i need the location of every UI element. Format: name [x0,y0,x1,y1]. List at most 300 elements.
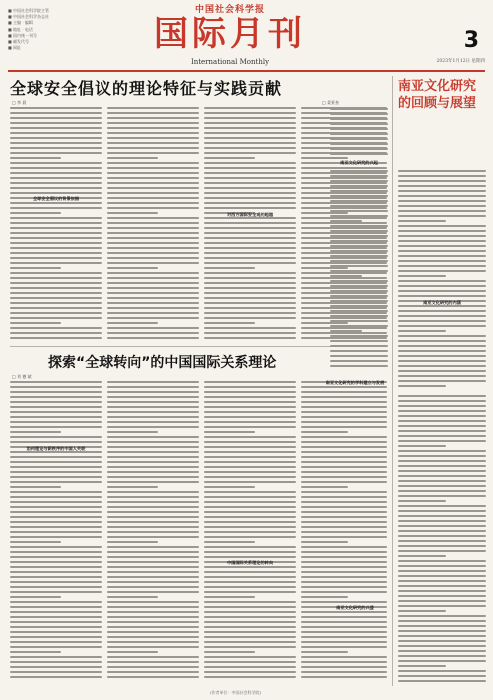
text-line [330,200,388,202]
side-intro [330,108,388,158]
text-line [107,466,199,468]
text-line [398,190,486,192]
text-line [107,551,199,553]
text-line [204,237,296,239]
text-line [398,175,486,177]
text-line [398,665,446,667]
text-line [398,605,486,607]
text-line [10,177,102,179]
text-line [10,571,102,573]
text-line [10,142,102,144]
text-line [204,386,296,388]
text-line [10,621,102,623]
text-line [398,525,486,527]
text-line [398,670,486,672]
text-line [10,386,102,388]
text-line [398,480,486,482]
text-line [10,631,102,633]
text-line [398,240,486,242]
text-line [330,315,388,317]
text-line [301,506,387,508]
text-line [301,611,387,613]
text-line [330,205,388,207]
text-line [10,287,102,289]
text-line [204,481,296,483]
side-column-0 [330,170,388,370]
text-line [107,651,158,653]
text-line [330,175,388,177]
text-line [10,242,102,244]
text-line [10,317,102,319]
text-line [107,187,199,189]
text-line [10,476,102,478]
lead-column-2 [107,107,199,343]
text-line [398,290,486,292]
text-line [204,406,296,408]
text-line [398,510,486,512]
text-line [204,596,255,598]
text-line [398,630,486,632]
text-line [398,440,486,442]
text-line [301,571,387,573]
text-line [107,237,199,239]
text-line [204,242,296,244]
text-line [398,640,486,642]
text-line [398,270,486,272]
text-line [10,426,102,428]
text-line [107,272,199,274]
text-line [107,656,199,658]
text-line [204,272,296,274]
lead-column-1 [10,107,102,343]
text-line [398,610,446,612]
text-line [330,195,388,197]
text-line [10,581,102,583]
text-line [398,650,486,652]
text-line [10,526,102,528]
text-line [330,330,362,332]
text-line [301,531,387,533]
text-line [204,476,296,478]
text-line [204,421,296,423]
text-line [204,202,296,204]
text-line [204,566,296,568]
text-line [204,197,296,199]
text-line [10,401,102,403]
text-line [10,167,102,169]
text-line [204,297,296,299]
text-line [107,312,199,314]
text-line [204,471,296,473]
text-line [398,550,486,552]
text-line [107,641,199,643]
text-line [204,576,296,578]
text-line [107,386,199,388]
text-line [330,225,388,227]
text-line [10,222,102,224]
text-line [107,596,158,598]
second-subhead-1: 如何理论与新秩序的中国人关联 [26,446,86,451]
text-line [301,661,387,663]
second-column-3 [204,381,296,681]
text-line [10,456,102,458]
text-line [10,521,102,523]
text-line [204,172,296,174]
text-line [398,615,486,617]
text-line [10,466,102,468]
text-line [10,262,102,264]
text-line [204,546,296,548]
text-line [107,586,199,588]
text-line [301,426,387,428]
text-line [107,112,199,114]
text-line [107,411,199,413]
text-line [301,551,387,553]
text-line [330,340,388,342]
text-line [204,436,296,438]
text-line [398,285,486,287]
text-line [301,406,387,408]
text-line [10,646,102,648]
text-line [107,227,199,229]
text-line [398,395,486,397]
text-line [107,436,199,438]
text-line [301,636,387,638]
text-line [398,450,486,452]
text-line [301,476,387,478]
text-line [398,200,486,202]
text-line [301,646,387,648]
brand-english: International Monthly [190,58,270,66]
text-line [398,565,486,567]
text-line [10,491,102,493]
text-line [10,671,102,673]
text-line [107,546,199,548]
text-line [204,441,296,443]
text-line [398,195,486,197]
text-line [10,461,102,463]
text-line [301,516,387,518]
text-line [10,436,102,438]
text-line [204,611,296,613]
text-line [10,122,102,124]
text-line [398,635,486,637]
text-line [10,596,61,598]
text-line [10,202,102,204]
text-line [204,282,296,284]
text-line [398,585,486,587]
text-line [301,451,387,453]
masthead-rule [8,70,485,72]
text-line [330,170,388,172]
text-line [204,267,255,269]
text-line [107,611,199,613]
text-line [10,586,102,588]
text-line [107,576,199,578]
text-line [398,210,486,212]
text-line [204,277,296,279]
text-line [204,187,296,189]
text-line [398,425,486,427]
text-line [204,661,296,663]
text-line [398,360,486,362]
text-line [10,391,102,393]
text-line [204,232,296,234]
text-line [398,245,486,247]
text-line [301,456,387,458]
text-line [107,486,158,488]
text-line [301,461,387,463]
text-line [107,212,158,214]
brand-subtitle: 中国社会科学报 [194,5,265,15]
text-line [107,332,199,334]
text-line [204,182,296,184]
text-line [398,485,486,487]
text-line [398,460,486,462]
text-line [10,431,61,433]
text-line [107,471,199,473]
text-line [107,197,199,199]
text-line [204,381,296,383]
text-line [107,561,199,563]
text-line [330,290,388,292]
text-line [301,446,387,448]
text-line [398,375,486,377]
text-line [107,581,199,583]
text-line [107,257,199,259]
text-line [10,666,102,668]
text-line [330,245,388,247]
text-line [398,420,486,422]
text-line [301,401,387,403]
text-line [107,476,199,478]
text-line [330,180,388,182]
text-line [10,277,102,279]
text-line [10,137,102,139]
index-line: ■ 主编 · 编辑 [8,20,33,26]
text-line [10,531,102,533]
text-line [301,541,348,543]
text-line [10,232,102,234]
index-line: ■ 邮发代号 [8,39,30,45]
text-line [204,401,296,403]
text-line [330,215,388,217]
text-line [398,475,486,477]
text-line [204,606,296,608]
text-line [10,257,102,259]
text-line [107,426,199,428]
text-line [398,515,486,517]
text-line [204,626,296,628]
text-line [10,676,102,678]
text-line [204,312,296,314]
text-line [301,496,387,498]
text-line [10,496,102,498]
text-line [301,546,387,548]
issue-number: 3 [463,28,479,53]
text-line [398,645,486,647]
text-line [330,255,388,257]
side-column-1 [398,170,486,390]
text-line [301,416,387,418]
text-line [107,571,199,573]
text-line [301,441,387,443]
text-line [398,545,486,547]
text-line [107,496,199,498]
text-line [10,506,102,508]
text-line [10,481,102,483]
text-line [301,621,387,623]
text-line [301,511,387,513]
text-line [398,370,486,372]
text-line [301,601,387,603]
text-line [301,167,387,169]
text-line [301,391,387,393]
text-line [330,270,388,272]
text-line [107,491,199,493]
text-line [301,396,387,398]
text-line [398,355,486,357]
text-line [10,157,61,159]
text-line [330,220,362,222]
text-line [107,327,199,329]
text-line [330,210,388,212]
text-line [107,381,199,383]
index-line: ■ 网址 [8,45,22,51]
text-line [204,451,296,453]
text-line [301,576,387,578]
text-line [301,421,387,423]
text-line [204,292,296,294]
text-line [107,661,199,663]
text-line [301,556,387,558]
text-line [204,142,296,144]
text-line [204,501,296,503]
second-headline: 探索“全球转向”的中国国际关系理论 [48,355,277,371]
text-line [204,257,296,259]
text-line [204,192,296,194]
text-line [107,531,199,533]
text-line [330,285,388,287]
text-line [10,117,102,119]
text-line [398,430,486,432]
text-line [398,260,486,262]
text-line [10,272,102,274]
text-line [398,345,486,347]
text-line [398,590,486,592]
text-line [10,441,102,443]
text-line [10,297,102,299]
text-line [204,651,255,653]
text-line [330,305,388,307]
text-line [398,445,446,447]
column-divider [392,76,393,686]
text-line [204,581,296,583]
text-line [204,252,296,254]
text-line [330,355,388,357]
text-line [107,406,199,408]
text-line [398,385,446,387]
text-line [204,396,296,398]
text-line [107,117,199,119]
second-column-1 [10,381,102,681]
text-line [10,192,102,194]
text-line [10,486,61,488]
text-line [398,280,486,282]
side-subhead-3: 南亚文化研究的兴盛 [336,605,374,610]
index-line: ■ 国内统一刊号 [8,32,38,38]
index-line: ■ 地址 · 电话 [8,26,33,32]
text-line [204,307,296,309]
text-line [301,481,387,483]
text-line [330,260,388,262]
text-line [10,556,102,558]
text-line [107,147,199,149]
text-line [398,295,486,297]
text-line [107,451,199,453]
text-line [330,138,388,140]
text-line [107,277,199,279]
lead-column-3 [204,107,296,343]
text-line [204,461,296,463]
text-line [398,470,486,472]
text-line [330,345,388,347]
text-line [398,315,486,317]
text-line [204,287,296,289]
second-author: □ 刘 德 斌 [12,374,32,379]
text-line [204,327,296,329]
text-line [204,122,296,124]
text-line [107,391,199,393]
text-line [107,142,199,144]
text-line [107,431,158,433]
text-line [10,576,102,578]
text-line [398,235,486,237]
text-line [204,666,296,668]
text-line [107,526,199,528]
text-line [107,172,199,174]
text-line [204,222,296,224]
text-line [301,626,387,628]
text-line [107,481,199,483]
text-line [107,107,199,109]
text-line [107,122,199,124]
text-line [204,416,296,418]
text-line [10,471,102,473]
text-line [107,416,199,418]
text-line [204,526,296,528]
side-headline: 南亚文化研究的回顾与展望 [398,79,477,111]
text-line [10,536,102,538]
text-line [398,620,486,622]
text-line [107,556,199,558]
text-line [107,401,199,403]
text-line [10,147,102,149]
text-line [204,207,296,209]
text-line [398,660,486,662]
text-line [301,536,387,538]
text-line [330,295,388,297]
text-line [330,113,388,115]
text-line [107,566,199,568]
text-line [301,436,387,438]
text-line [204,556,296,558]
text-line [10,182,102,184]
text-line [398,495,486,497]
text-line [107,446,199,448]
text-line [398,600,486,602]
text-line [204,456,296,458]
